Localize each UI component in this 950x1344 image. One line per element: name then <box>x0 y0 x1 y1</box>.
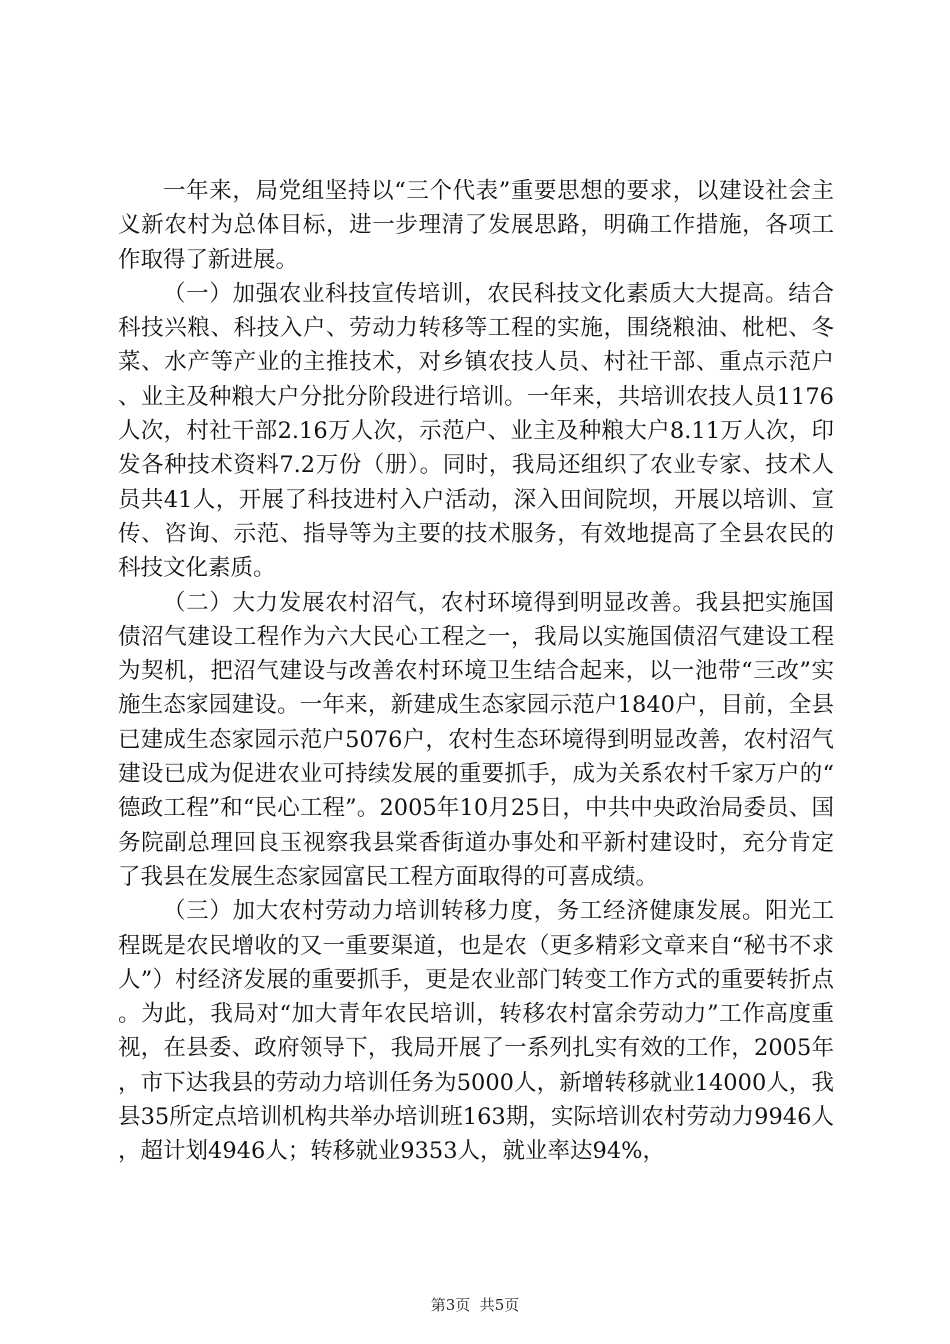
document-body <box>118 174 834 1169</box>
paragraph-section-3: （三）加大农村劳动力培训转移力度，务工经济健康发展。阳光工程既是农民增收的又一重要渠道，也是农（更多精彩文章来自“秘书不求人”）村经济发展的重要抓手，更是农业部门转变工作方式的重要转折点。为此，我局对“加大青年农民培训，转移农村富余劳动力”工作高度重视，在县委、政府领导下，我局开展了一系列扎实有效的工作，2005年，市下达我县的劳动力培训任务为5000人，新增转移就业14000人，我县35所定点培训机构共举办培训班163期，实际培训农村劳动力9946人，超计划4946人；转移就业9353人，就业率达94%， <box>118 898 834 1165</box>
page-number: 第3页 共5页 <box>430 1296 520 1314</box>
paragraph-section-1: （一）加强农业科技宣传培训，农民科技文化素质大大提高。结合科技兴粮、科技入户、劳动力转移等工程的实施，围绕粮油、枇杷、冬菜、水产等产业的主推技术，对乡镇农技人员、村社干部、重点示范户、业主及种粮大户分批分阶段进行培训。一年来，共培训农技人员1176人次，村社干部2.16万人次，示范户、业主及种粮大户8.11万人次，印发各种技术资料7.2万份（册）。同时，我局还组织了农业专家、技术人员共41人，开展了科技进村入户活动，深入田间院坝，开展以培训、宣传、咨询、示范、指导等为主要的技术服务，有效地提高了全县农民的科技文化素质。 <box>118 280 834 582</box>
paragraph-intro: 一年来，局党组坚持以“三个代表”重要思想的要求，以建设社会主义新农村为总体目标，进一步理清了发展思路，明确工作措施，各项工作取得了新进展。 <box>118 178 834 273</box>
paragraph-section-2: （二）大力发展农村沼气，农村环境得到明显改善。我县把实施国债沼气建设工程作为六大民心工程之一，我局以实施国债沼气建设工程为契机，把沼气建设与改善农村环境卫生结合起来，以一池带“三改”实施生态家园建设。一年来，新建成生态家园示范户1840户，目前，全县已建成生态家园示范户5076户，农村生态环境得到明显改善，农村沼气建设已成为促进农业可持续发展的重要抓手，成为关系农村千家万户的“德政工程”和“民心工程”。2005年10月25日，中共中央政治局委员、国务院副总理回良玉视察我县棠香街道办事处和平新村建设时，充分肯定了我县在发展生态家园富民工程方面取得的可喜成绩。 <box>118 589 834 890</box>
page-footer <box>0 1294 950 1315</box>
